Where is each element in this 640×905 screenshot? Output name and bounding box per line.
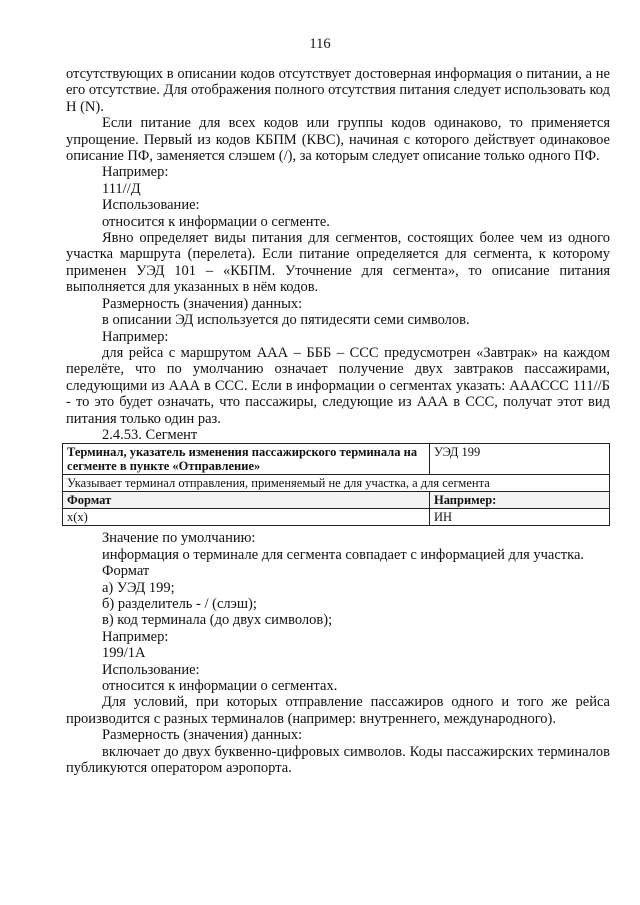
format-item: а) УЭД 199;: [102, 579, 175, 596]
table-header-code: УЭД 199: [430, 444, 610, 475]
format-item: б) разделитель - / (слэш);: [102, 595, 257, 612]
table-row: [63, 475, 610, 492]
table-example-label: Например:: [430, 492, 610, 509]
usage-value: относится к информации о сегменте.: [102, 213, 330, 230]
paragraph-terminals: Для условий, при которых отправление пассажиров одного и того же рейса производится с разных терминалов (например: внутреннего, международного).: [66, 694, 610, 727]
paragraph-simplification: Если питание для всех кодов или группы кодов одинаково, то применяется упрощение. Первый из кодов КБПМ (КВС), начиная с которого действует одинаковое описание ПФ, заменяется слэшем (/), за которым следует описание только одного ПФ.: [66, 115, 610, 165]
section-title: 2.4.53. Сегмент: [102, 426, 198, 443]
usage-label: Использование:: [102, 661, 200, 678]
size-label: Размерность (значения) данных:: [102, 727, 303, 744]
table-row: [63, 444, 610, 475]
example-value: 111//Д: [102, 180, 141, 197]
size-value: включает до двух буквенно-цифровых символов. Коды пассажирских терминалов публикуются оператором аэропорта.: [66, 743, 610, 777]
usage-value: относится к информации о сегментах.: [102, 678, 338, 694]
page-number: 116: [309, 36, 331, 52]
page-content: [66, 66, 610, 776]
spec-table: [62, 443, 610, 526]
example-label: Например:: [102, 164, 169, 181]
table-format-value: х(х): [63, 509, 430, 526]
size-value: в описании ЭД используется до пятидесяти семи символов.: [102, 312, 470, 329]
example2-label: Например:: [102, 328, 169, 345]
table-example-value: ИН: [430, 509, 610, 526]
default-label: Значение по умолчанию:: [102, 530, 256, 547]
paragraph-example-route: для рейса с маршрутом ААА – БББ – ССС предусмотрен «Завтрак» на каждом перелёте, что по умолчанию означает получение двух завтраков пассажирами, следующими из ААА в ССС. Если в информации о сегментах указать: АААССС 111//Б - то это будет означать, что пассажиры, следующие из ААА в ССС, получат этот вид питания только один раз.: [66, 344, 610, 427]
table-format-label: Формат: [63, 492, 430, 509]
table-row: [63, 492, 610, 509]
format-item: в) код терминала (до двух символов);: [102, 612, 333, 629]
example-value: 199/1А: [102, 645, 146, 662]
example-label: Например:: [102, 628, 169, 645]
table-header-text: Терминал, указатель изменения пассажирского терминала на сегменте в пункте «Отправление»: [63, 444, 430, 475]
paragraph-continued: отсутствующих в описании кодов отсутствует достоверная информация о питании, а не его отсутствие. Для отображения полного отсутствия питания следует использовать код Н (N).: [66, 66, 610, 115]
usage-label: Использование:: [102, 197, 200, 214]
table-description: Указывает терминал отправления, применяемый не для участка, а для сегмента: [63, 475, 610, 492]
format-label: Формат: [102, 563, 150, 580]
size-label: Размерность (значения) данных:: [102, 295, 303, 312]
default-value: информация о терминале для сегмента совпадает с информацией для участка.: [102, 546, 585, 563]
paragraph-segment-meals: Явно определяет виды питания для сегментов, состоящих более чем из одного участка маршрута (перелета). Если питание определяется для сегмента, к которому применен УЭД 101 – «КБПМ. Уточнение для сегмента», то описание питания выполняется для указанных в нём кодов.: [66, 230, 610, 296]
table-row: [63, 509, 610, 526]
